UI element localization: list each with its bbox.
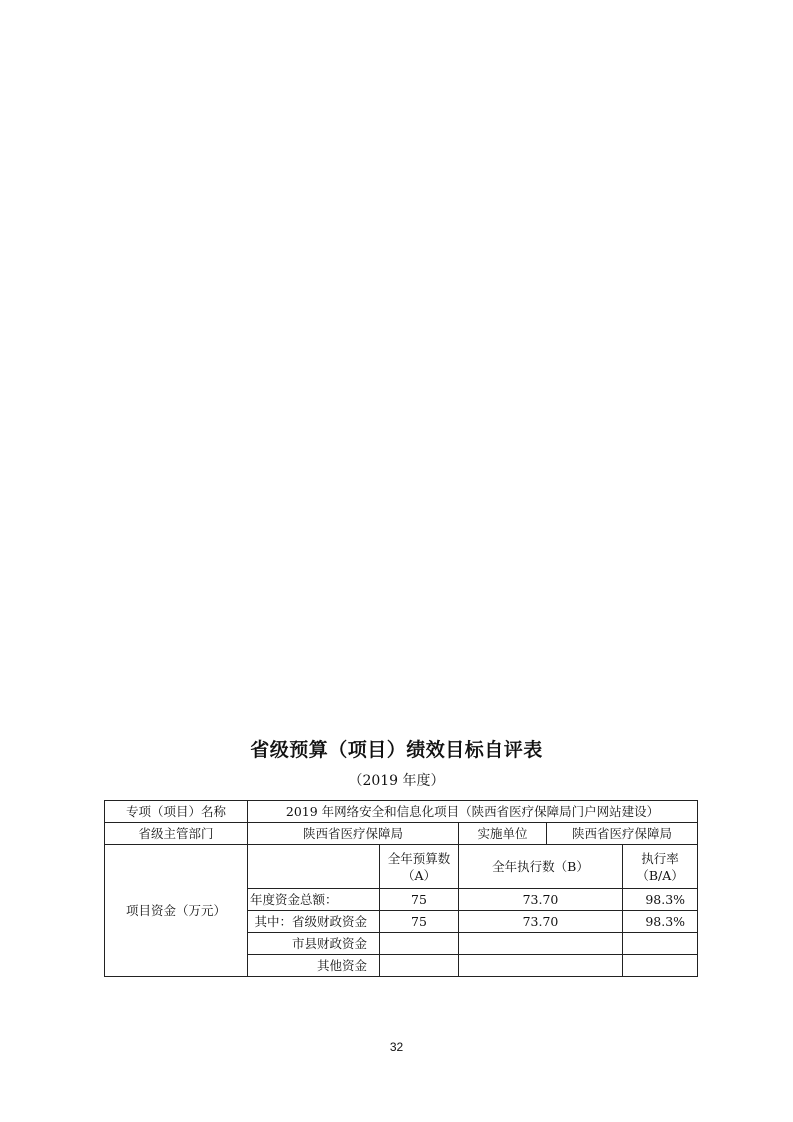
table-row [105,801,698,823]
row-label: 其中：省级财政资金 [248,911,380,933]
execution-column-header: 全年执行数（B） [459,845,623,889]
department-label: 省级主管部门 [105,823,248,845]
rate-value: 98.3% [623,889,698,911]
budget-value: 75 [380,889,459,911]
project-name-value: 2019 年网络安全和信息化项目（陕西省医疗保障局门户网站建设） [248,801,698,823]
execution-value [459,955,623,977]
budget-header-line2: （A） [401,867,437,883]
row-label: 年度资金总额： [248,889,380,911]
implementing-unit-label: 实施单位 [459,823,547,845]
funds-label: 项目资金（万元） [105,845,248,977]
row-label: 其他资金 [248,955,380,977]
department-value: 陕西省医疗保障局 [248,823,459,845]
page-title: 省级预算（项目）绩效目标自评表 [250,739,543,761]
page-number: 32 [389,1040,404,1054]
table-row [105,823,698,845]
budget-column-header [380,845,459,889]
execution-value: 73.70 [459,889,623,911]
budget-value [380,933,459,955]
implementing-unit-value: 陕西省医疗保障局 [547,823,698,845]
header-blank-cell [248,845,380,889]
execution-value [459,933,623,955]
rate-value [623,933,698,955]
rate-column-header [623,845,698,889]
table-row [105,845,698,889]
execution-value: 73.70 [459,911,623,933]
rate-value: 98.3% [623,911,698,933]
budget-value [380,955,459,977]
rate-header-line2: （B/A） [636,867,684,883]
budget-value: 75 [380,911,459,933]
rate-value [623,955,698,977]
rate-header-line1: 执行率 [641,850,679,866]
page-subtitle: （2019 年度） [348,773,445,789]
budget-header-line1: 全年预算数 [387,850,451,866]
row-label: 市县财政资金 [248,933,380,955]
evaluation-table [104,800,698,977]
project-name-label: 专项（项目）名称 [105,801,248,823]
